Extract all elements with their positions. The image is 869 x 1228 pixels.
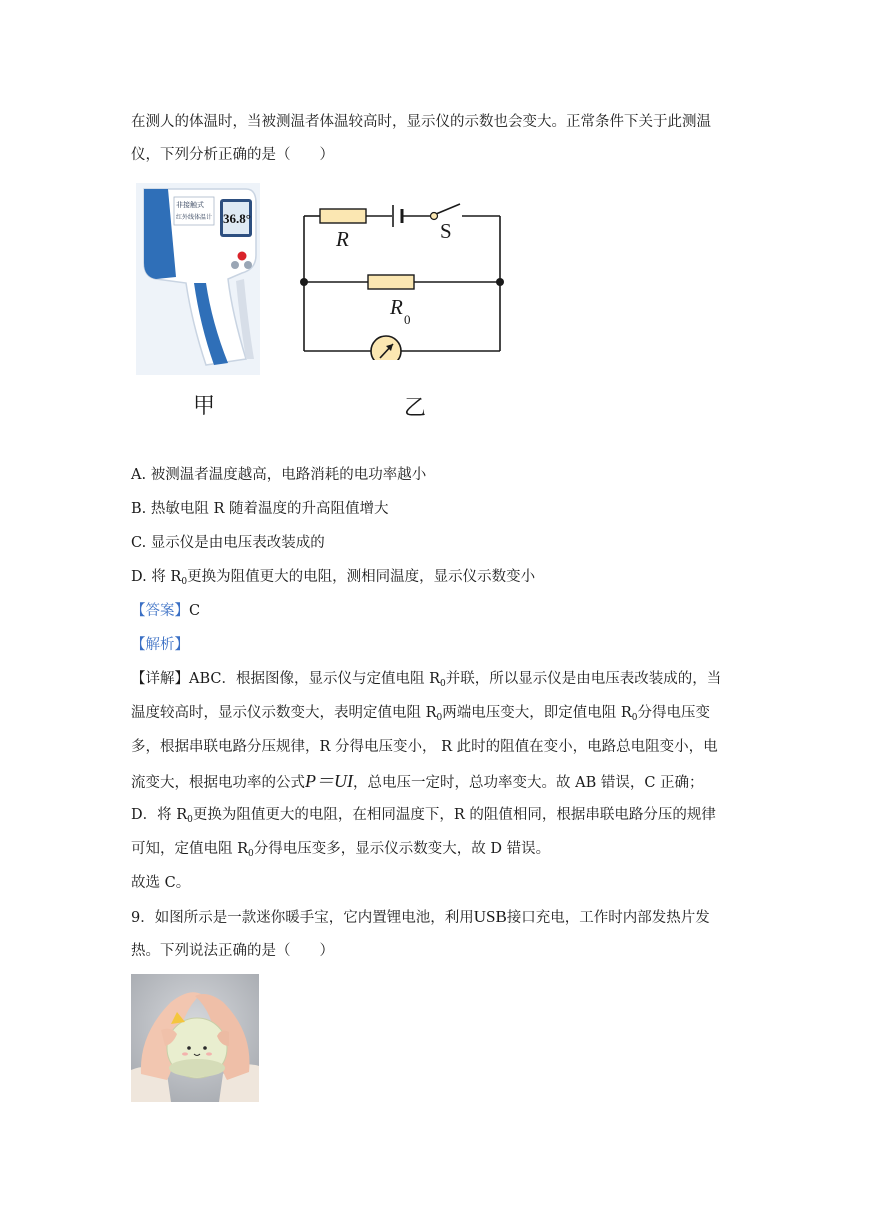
question-text-line-1: 在测人的体温时，当被测温者体温较高时，显示仪的示数也会变大。正常条件下关于此测温 xyxy=(131,114,711,130)
display-value: 36.8° xyxy=(223,211,251,226)
label-s: S xyxy=(440,219,452,243)
label-r0: R xyxy=(390,295,403,319)
detail-line-6: 可知，定值电阻 $R_0$分得电压变多，显示仪示数变大，故 D 错误。 xyxy=(131,841,551,859)
label-r0-subscript: 0 xyxy=(404,312,411,327)
resistor-r xyxy=(320,209,366,223)
detail-line-7: 故选 C。 xyxy=(131,875,191,891)
option-a: A. 被测温者温度越高，电路消耗的电功率越小 xyxy=(131,467,427,483)
answer-value: C xyxy=(189,603,201,619)
label-r: R xyxy=(336,227,349,251)
answer-line xyxy=(131,601,200,621)
detail-line-3: 多，根据串联电路分压规律，R 分得电压变小， R 此时的阻值在变小，电路总电阻变小，电 xyxy=(131,739,718,755)
resistor-r0 xyxy=(368,275,414,289)
switch-s xyxy=(431,213,438,220)
power-formula: P＝UI xyxy=(305,771,353,791)
detail-line-5: D．将 $R_0$更换为阻值更大的电阻，在相同温度下，R 的阻值相同，根据串联电路分压的规律 xyxy=(131,807,716,825)
hand-warmer-photo xyxy=(131,974,259,1102)
figure-caption-yi: 乙 xyxy=(404,396,427,421)
meter-display xyxy=(371,336,401,360)
detail-line-4: 流变大，根据电功率的公式P＝UI，总电压一定时，总功率变大。故 AB 错误，C 正确； xyxy=(131,771,704,791)
option-d: D. 将 $R_0$更换为阻值更大的电阻，测相同温度，显示仪示数变小 xyxy=(131,569,536,587)
figure-caption-jia: 甲 xyxy=(193,394,216,419)
question-9-line-1: 9．如图所示是一款迷你暖手宝，它内置锂电池，利用USB接口充电，工作时内部发热片发 xyxy=(131,907,710,926)
device-brand-text: 非接触式 xyxy=(176,201,204,209)
answer-label: 【答案】 xyxy=(131,603,189,619)
circuit-diagram xyxy=(296,200,511,360)
detail-line-2: 温度较高时，显示仪示数变大，表明定值电阻 $R_0$两端电压变大，即定值电阻 $R_0$分得电压变 xyxy=(131,705,711,723)
thermometer-image xyxy=(136,183,260,375)
question-9-line-2: 热。下列说法正确的是（ ） xyxy=(131,943,334,959)
device-type-text: 红外线体温计 xyxy=(176,215,213,221)
junction-left xyxy=(300,278,308,286)
option-c: C. 显示仪是由电压表改装成的 xyxy=(131,535,325,551)
junction-right xyxy=(496,278,504,286)
analysis-label: 【解析】 xyxy=(131,637,189,653)
question-text-line-2: 仪，下列分析正确的是（ ） xyxy=(131,147,334,163)
option-b: B. 热敏电阻 R 随着温度的升高阻值增大 xyxy=(131,501,389,517)
detail-line-1: 【详解】ABC．根据图像，显示仪与定值电阻 $R_0$并联，所以显示仪是由电压表改装成的，当 xyxy=(131,671,722,689)
